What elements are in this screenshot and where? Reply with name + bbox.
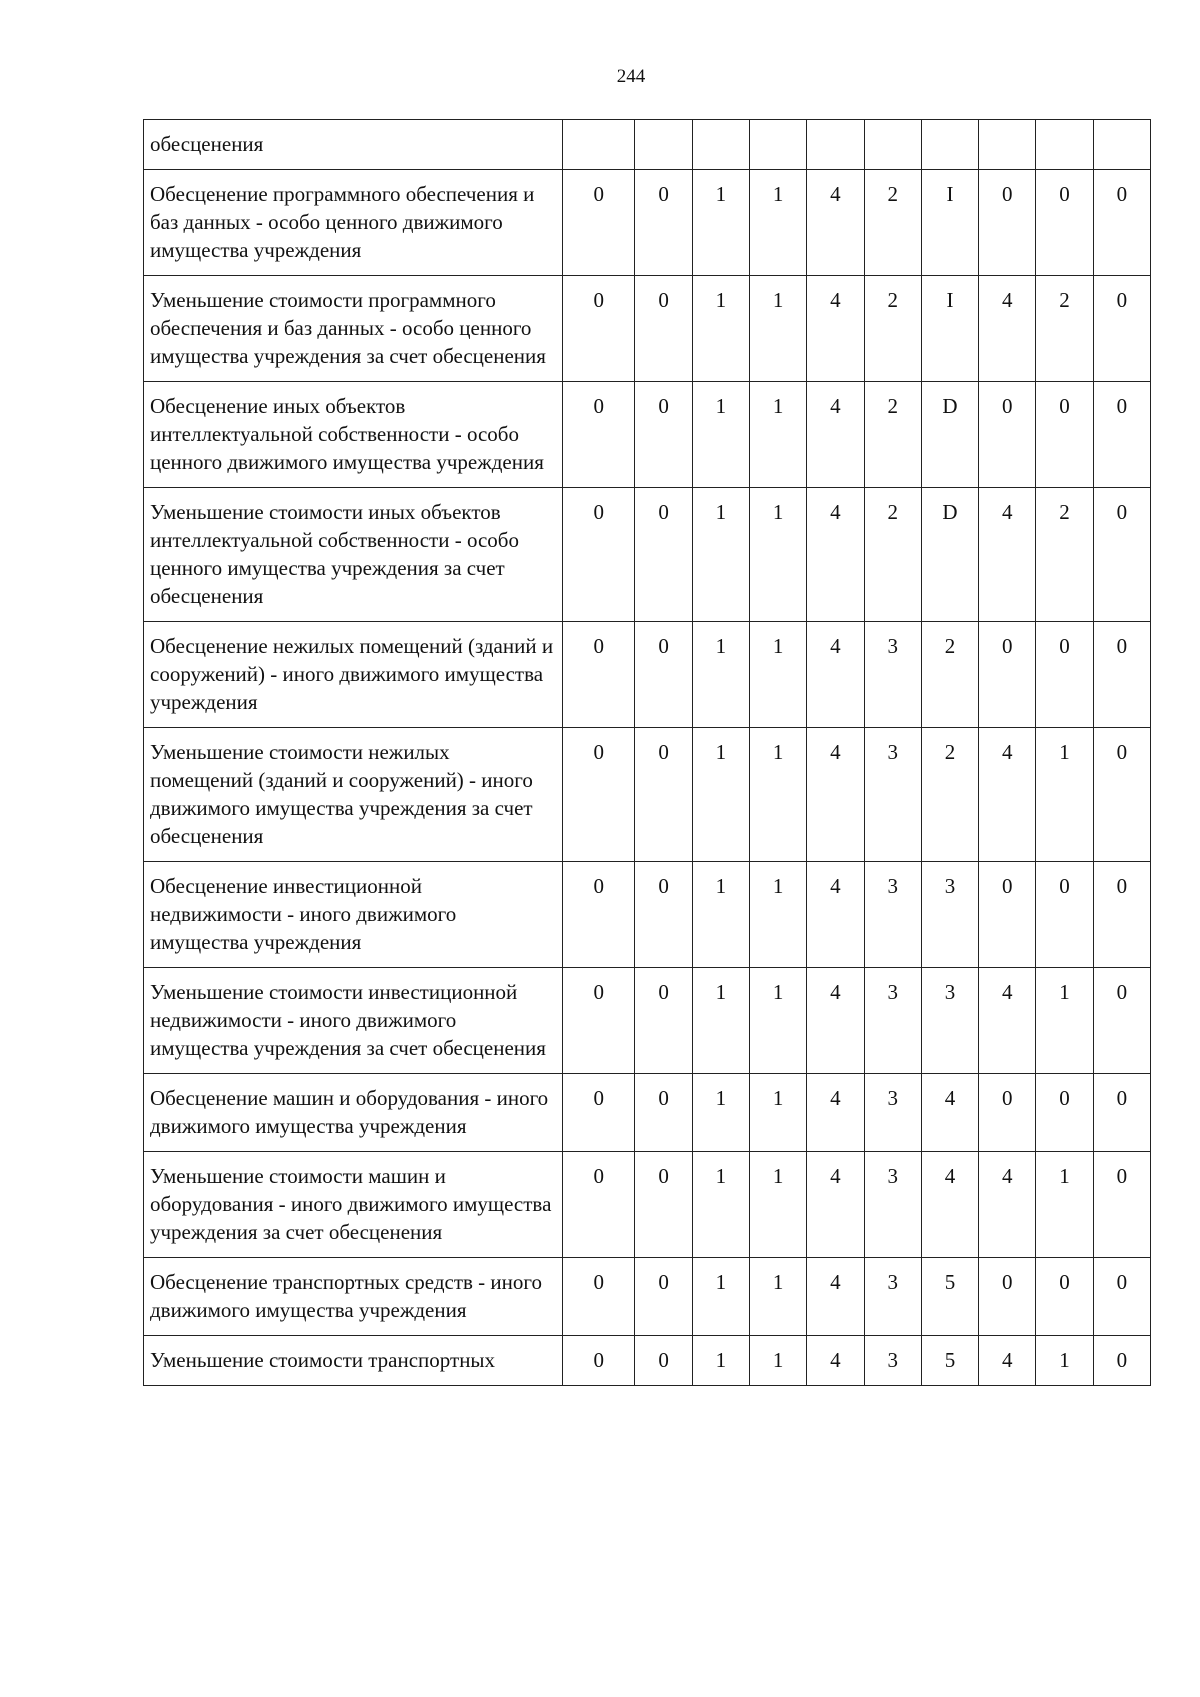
code-digit-6: 3 (864, 1336, 921, 1386)
code-digit-9: 0 (1036, 170, 1093, 276)
table-row (144, 1152, 1151, 1258)
code-digit-2: 0 (635, 1074, 692, 1152)
code-digit-5: 4 (807, 382, 864, 488)
code-digit-3: 1 (692, 622, 749, 728)
code-digit-6 (864, 120, 921, 170)
code-digit-10: 0 (1093, 276, 1150, 382)
row-description: Обесценение транспортных средств - иного движимого имущества учреждения (144, 1258, 563, 1336)
code-digit-4: 1 (749, 1074, 806, 1152)
code-digit-3: 1 (692, 1152, 749, 1258)
table-row (144, 968, 1151, 1074)
table-row (144, 488, 1151, 622)
code-digit-4: 1 (749, 1336, 806, 1386)
code-digit-10: 0 (1093, 170, 1150, 276)
code-digit-9: 1 (1036, 1336, 1093, 1386)
code-digit-7: 5 (921, 1336, 978, 1386)
code-digit-3: 1 (692, 862, 749, 968)
code-digit-10: 0 (1093, 488, 1150, 622)
code-digit-2: 0 (635, 1336, 692, 1386)
code-digit-4: 1 (749, 1152, 806, 1258)
table-row (144, 1074, 1151, 1152)
code-digit-4: 1 (749, 488, 806, 622)
table-row (144, 862, 1151, 968)
code-digit-5 (807, 120, 864, 170)
row-description: Обесценение программного обеспечения и баз данных - особо ценного движимого имущества учреждения (144, 170, 563, 276)
code-digit-2: 0 (635, 276, 692, 382)
code-digit-10: 0 (1093, 968, 1150, 1074)
code-digit-10: 0 (1093, 1152, 1150, 1258)
table-row (144, 1336, 1151, 1386)
code-digit-9 (1036, 120, 1093, 170)
code-digit-4: 1 (749, 276, 806, 382)
code-digit-3: 1 (692, 276, 749, 382)
code-digit-9: 2 (1036, 488, 1093, 622)
table-row (144, 170, 1151, 276)
code-digit-1: 0 (563, 1336, 635, 1386)
code-digit-5: 4 (807, 968, 864, 1074)
code-digit-2 (635, 120, 692, 170)
code-digit-9: 0 (1036, 622, 1093, 728)
code-digit-5: 4 (807, 488, 864, 622)
code-digit-8: 4 (979, 1336, 1036, 1386)
code-digit-4: 1 (749, 862, 806, 968)
code-digit-7: 5 (921, 1258, 978, 1336)
code-digit-8: 4 (979, 968, 1036, 1074)
code-digit-1: 0 (563, 728, 635, 862)
table-row (144, 622, 1151, 728)
code-digit-3: 1 (692, 382, 749, 488)
code-digit-8: 0 (979, 170, 1036, 276)
code-digit-5: 4 (807, 1152, 864, 1258)
code-digit-6: 3 (864, 728, 921, 862)
row-description: Обесценение машин и оборудования - иного движимого имущества учреждения (144, 1074, 563, 1152)
code-digit-3: 1 (692, 488, 749, 622)
code-digit-5: 4 (807, 862, 864, 968)
code-digit-1: 0 (563, 968, 635, 1074)
page-number: 244 (616, 66, 646, 87)
code-digit-4: 1 (749, 170, 806, 276)
code-digit-8: 0 (979, 1074, 1036, 1152)
code-digit-6: 2 (864, 382, 921, 488)
code-digit-4: 1 (749, 1258, 806, 1336)
code-digit-7: 3 (921, 862, 978, 968)
code-digit-1: 0 (563, 1258, 635, 1336)
table-body (144, 120, 1151, 1386)
table-row (144, 276, 1151, 382)
code-digit-2: 0 (635, 1152, 692, 1258)
code-digit-7: 4 (921, 1074, 978, 1152)
row-description: Уменьшение стоимости инвестиционной недвижимости - иного движимого имущества учреждения за счет обесценения (144, 968, 563, 1074)
account-codes-table (143, 119, 1151, 1386)
code-digit-8 (979, 120, 1036, 170)
code-digit-1: 0 (563, 622, 635, 728)
code-digit-2: 0 (635, 622, 692, 728)
code-digit-5: 4 (807, 1258, 864, 1336)
code-digit-6: 2 (864, 488, 921, 622)
code-digit-5: 4 (807, 622, 864, 728)
code-digit-6: 3 (864, 1152, 921, 1258)
table-row (144, 382, 1151, 488)
code-digit-10: 0 (1093, 862, 1150, 968)
row-description: Уменьшение стоимости иных объектов интеллектуальной собственности - особо ценного имущества учреждения за счет обесценения (144, 488, 563, 622)
row-description: Уменьшение стоимости машин и оборудования - иного движимого имущества учреждения за счет обесценения (144, 1152, 563, 1258)
code-digit-6: 3 (864, 1074, 921, 1152)
code-digit-1 (563, 120, 635, 170)
code-digit-5: 4 (807, 276, 864, 382)
code-digit-2: 0 (635, 170, 692, 276)
code-digit-2: 0 (635, 862, 692, 968)
code-digit-1: 0 (563, 276, 635, 382)
code-digit-7: 2 (921, 728, 978, 862)
code-digit-10: 0 (1093, 728, 1150, 862)
code-digit-5: 4 (807, 170, 864, 276)
code-digit-10: 0 (1093, 1258, 1150, 1336)
code-digit-8: 4 (979, 276, 1036, 382)
code-digit-7: I (921, 170, 978, 276)
code-digit-7 (921, 120, 978, 170)
code-digit-1: 0 (563, 382, 635, 488)
code-digit-7: 3 (921, 968, 978, 1074)
code-digit-8: 4 (979, 1152, 1036, 1258)
code-digit-1: 0 (563, 862, 635, 968)
code-digit-1: 0 (563, 488, 635, 622)
code-digit-9: 0 (1036, 862, 1093, 968)
code-digit-6: 3 (864, 622, 921, 728)
table-row (144, 1258, 1151, 1336)
code-digit-8: 0 (979, 862, 1036, 968)
code-digit-6: 2 (864, 276, 921, 382)
code-digit-6: 3 (864, 968, 921, 1074)
code-digit-10: 0 (1093, 1336, 1150, 1386)
code-digit-9: 1 (1036, 728, 1093, 862)
code-digit-8: 4 (979, 488, 1036, 622)
code-digit-4: 1 (749, 968, 806, 1074)
code-digit-5: 4 (807, 1336, 864, 1386)
code-digit-3: 1 (692, 1336, 749, 1386)
code-digit-7: 2 (921, 622, 978, 728)
code-digit-5: 4 (807, 1074, 864, 1152)
code-digit-2: 0 (635, 728, 692, 862)
code-digit-9: 2 (1036, 276, 1093, 382)
code-digit-7: D (921, 488, 978, 622)
code-digit-3 (692, 120, 749, 170)
code-digit-7: I (921, 276, 978, 382)
row-description: Уменьшение стоимости программного обеспечения и баз данных - особо ценного имущества учреждения за счет обесценения (144, 276, 563, 382)
code-digit-1: 0 (563, 170, 635, 276)
row-description: обесценения (144, 120, 563, 170)
code-digit-2: 0 (635, 968, 692, 1074)
code-digit-8: 0 (979, 622, 1036, 728)
code-digit-9: 1 (1036, 1152, 1093, 1258)
code-digit-4: 1 (749, 382, 806, 488)
code-digit-6: 3 (864, 1258, 921, 1336)
code-digit-1: 0 (563, 1152, 635, 1258)
code-digit-9: 0 (1036, 1258, 1093, 1336)
code-digit-6: 3 (864, 862, 921, 968)
table-row (144, 120, 1151, 170)
code-digit-7: D (921, 382, 978, 488)
code-digit-3: 1 (692, 728, 749, 862)
code-digit-10: 0 (1093, 622, 1150, 728)
code-digit-1: 0 (563, 1074, 635, 1152)
code-digit-3: 1 (692, 968, 749, 1074)
table-row (144, 728, 1151, 862)
row-description: Уменьшение стоимости транспортных (144, 1336, 563, 1386)
code-digit-5: 4 (807, 728, 864, 862)
code-digit-2: 0 (635, 488, 692, 622)
code-digit-6: 2 (864, 170, 921, 276)
code-digit-2: 0 (635, 382, 692, 488)
row-description: Обесценение нежилых помещений (зданий и сооружений) - иного движимого имущества учреждения (144, 622, 563, 728)
code-digit-9: 0 (1036, 1074, 1093, 1152)
code-digit-4: 1 (749, 622, 806, 728)
code-digit-7: 4 (921, 1152, 978, 1258)
code-digit-10 (1093, 120, 1150, 170)
code-digit-9: 0 (1036, 382, 1093, 488)
code-digit-10: 0 (1093, 382, 1150, 488)
code-digit-3: 1 (692, 1074, 749, 1152)
code-digit-3: 1 (692, 170, 749, 276)
code-digit-9: 1 (1036, 968, 1093, 1074)
row-description: Обесценение инвестиционной недвижимости - иного движимого имущества учреждения (144, 862, 563, 968)
code-digit-8: 0 (979, 1258, 1036, 1336)
code-digit-3: 1 (692, 1258, 749, 1336)
code-digit-8: 4 (979, 728, 1036, 862)
code-digit-2: 0 (635, 1258, 692, 1336)
row-description: Обесценение иных объектов интеллектуальной собственности - особо ценного движимого имущества учреждения (144, 382, 563, 488)
code-digit-4: 1 (749, 728, 806, 862)
row-description: Уменьшение стоимости нежилых помещений (зданий и сооружений) - иного движимого имущества учреждения за счет обесценения (144, 728, 563, 862)
code-digit-10: 0 (1093, 1074, 1150, 1152)
code-digit-8: 0 (979, 382, 1036, 488)
code-digit-4 (749, 120, 806, 170)
